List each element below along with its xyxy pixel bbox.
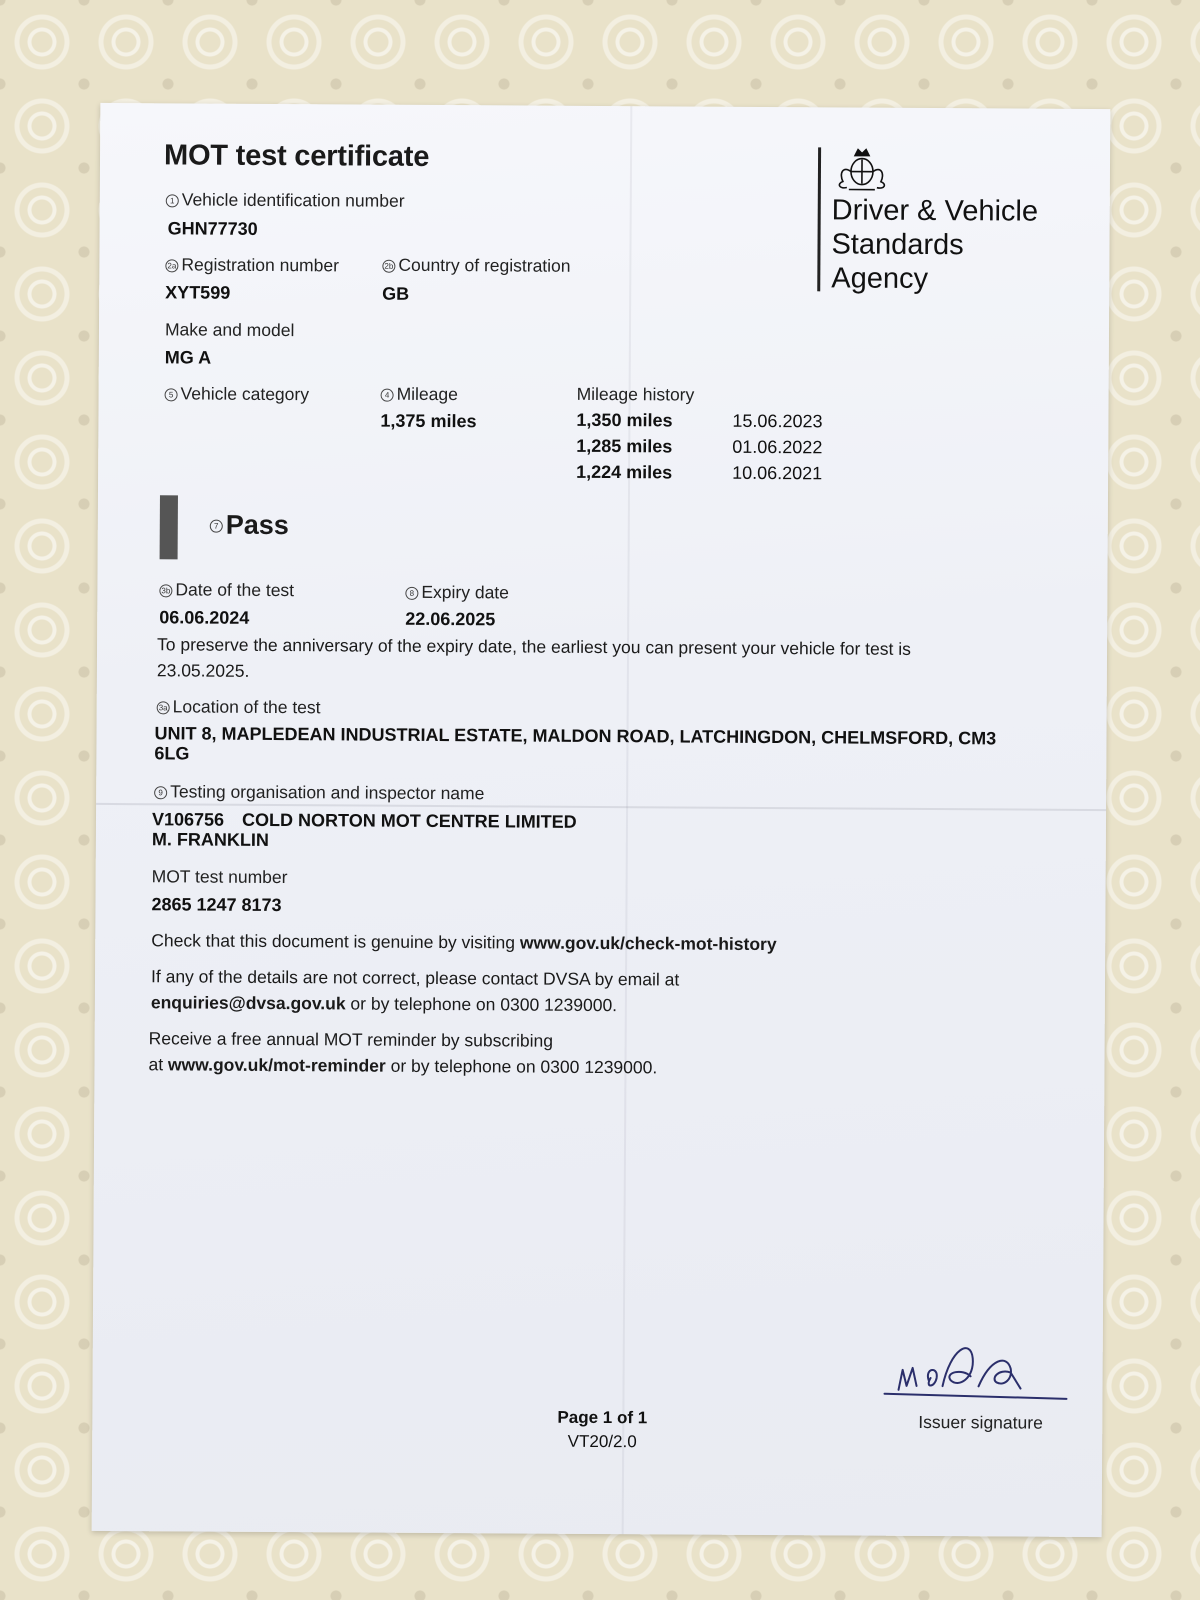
mileage-history-row (576, 462, 822, 490)
anniversary-note: To preserve the anniversary of the expiry date, the earliest you can present your vehicle for test is 23.05.2025. (156, 634, 911, 681)
mot-reminder-link[interactable]: www.gov.uk/mot-reminder (167, 1054, 386, 1076)
registration-value: XYT599 (165, 282, 231, 303)
field-number-badge: 5 (165, 388, 178, 401)
history-date: 10.06.2021 (732, 462, 823, 484)
field-number-badge: 8 (405, 587, 418, 600)
test-result (210, 510, 289, 541)
document-title: MOT test certificate (163, 139, 430, 173)
test-date-value: 06.06.2024 (159, 607, 250, 628)
contact-email-link[interactable]: enquiries@dvsa.gov.uk (150, 992, 346, 1014)
issuer-signature-image (880, 1328, 1070, 1409)
mileage-history-label: Mileage history (576, 383, 695, 405)
field-number-badge: 3b (159, 584, 172, 597)
result-marker-bar (160, 495, 178, 559)
vin-value: GHN77730 (167, 218, 258, 239)
history-date: 15.06.2023 (732, 410, 823, 432)
royal-crest-icon (833, 145, 891, 191)
fold-line-vertical (622, 106, 633, 1534)
dvsa-logo-rule (817, 147, 821, 291)
test-date-label: 3b Date of the test (159, 579, 294, 601)
location-label: 3a Location of the test (157, 696, 321, 718)
make-model-value: MG A (164, 347, 212, 368)
issuer-signature-label: Issuer signature (918, 1411, 1043, 1433)
field-number-badge: 9 (154, 786, 167, 799)
page-footer (502, 1407, 702, 1452)
country-label: 2b Country of registration (382, 255, 570, 277)
contact-note: If any of the details are not correct, please contact DVSA by email at enquiries@dvsa.gov.uk or by telephone on 0300 1239000. (150, 966, 680, 1016)
organisation-id: V106756 (151, 809, 225, 830)
dvsa-logo-text (831, 193, 1038, 296)
organisation-label: 9 Testing organisation and inspector name (154, 781, 484, 804)
registration-label: 2a Registration number (165, 254, 339, 276)
history-date: 01.06.2022 (732, 436, 823, 458)
field-number-badge: 7 (210, 520, 223, 533)
organisation-value (152, 809, 577, 852)
field-number-badge: 3a (157, 701, 170, 714)
form-code: VT20/2.0 (567, 1431, 637, 1452)
country-value: GB (382, 283, 410, 304)
certificate-paper (92, 103, 1111, 1537)
mileage-value: 1,375 miles (380, 410, 477, 432)
mileage-history-row (576, 410, 822, 438)
check-mot-history-link[interactable]: www.gov.uk/check-mot-history (519, 932, 777, 955)
mileage-label: 4 Mileage (381, 384, 458, 405)
inspector-name: M. FRANKLIN (151, 829, 269, 850)
mileage-history-list (576, 410, 823, 490)
field-number-badge: 2b (382, 260, 395, 273)
field-number-badge: 1 (166, 194, 179, 207)
history-miles: 1,224 miles (576, 461, 673, 483)
field-number-badge: 4 (381, 389, 394, 402)
location-value: UNIT 8, MAPLEDEAN INDUSTRIAL ESTATE, MALDON ROAD, LATCHINGDON, CHELMSFORD, CM3 6LG (154, 723, 997, 764)
vehicle-category-label: 5 Vehicle category (165, 383, 310, 405)
reminder-note: Receive a free annual MOT reminder by subscribing at www.gov.uk/mot-reminder or by telephone on 0300 1239000. (148, 1028, 658, 1078)
vin-label: 1 Vehicle identification number (166, 189, 405, 211)
result-value: Pass (225, 509, 289, 541)
history-miles: 1,350 miles (576, 409, 673, 431)
expiry-date-value: 22.06.2025 (405, 608, 496, 630)
expiry-date-label: 8 Expiry date (405, 582, 509, 604)
test-number-label: MOT test number (151, 866, 288, 888)
test-number-value: 2865 1247 8173 (151, 894, 282, 916)
organisation-name: COLD NORTON MOT CENTRE LIMITED (242, 809, 577, 832)
make-model-label: Make and model (164, 319, 295, 341)
mileage-history-row (576, 436, 822, 464)
check-genuine-note: Check that this document is genuine by visiting www.gov.uk/check-mot-history (151, 930, 777, 955)
agency-line-1: Driver & Vehicle (831, 194, 1039, 228)
agency-line-3: Agency (831, 262, 929, 295)
agency-line-2: Standards (831, 228, 964, 262)
history-miles: 1,285 miles (576, 435, 673, 457)
field-number-badge: 2a (165, 259, 178, 272)
page-number: Page 1 of 1 (557, 1407, 648, 1428)
